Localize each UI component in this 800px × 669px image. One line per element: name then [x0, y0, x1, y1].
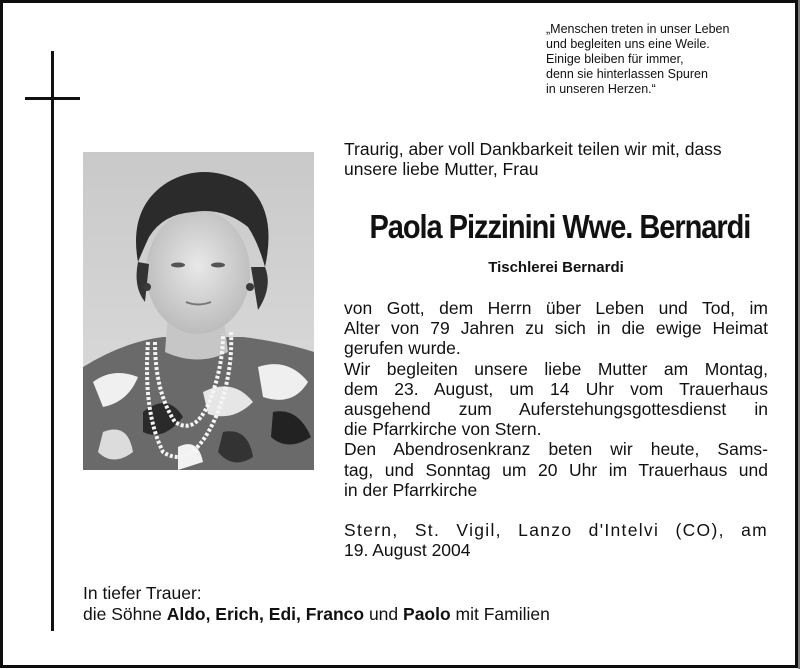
mourners-suffix: mit Familien: [450, 603, 550, 624]
date-line: 19. August 2004: [344, 540, 471, 561]
motto-quote: [546, 22, 729, 97]
portrait-photo: [83, 152, 314, 470]
motto-line: denn sie hinterlassen Spuren: [546, 67, 708, 81]
body-line: Wir begleiten unsere liebe Mutter am Montag,: [344, 358, 768, 379]
mourners-connector: und: [364, 603, 404, 624]
intro-line: Traurig, aber voll Dankbarkeit teilen wir mit, dass: [344, 139, 722, 159]
company-name: Tischlerei Bernardi: [488, 259, 624, 276]
motto-line: und begleiten uns eine Weile.: [546, 37, 710, 51]
body-line: Den Abendrosenkranz beten wir heute, Sams-: [344, 439, 768, 460]
cross-vertical-bar: [51, 51, 54, 631]
body-line: gerufen wurde.: [344, 338, 461, 359]
place-line: Stern, St. Vigil, Lanzo d'Intelvi (CO), am: [344, 520, 768, 540]
body-line: in der Pfarrkirche: [344, 479, 478, 500]
mourners-prefix: die Söhne: [83, 603, 167, 624]
intro-line: unsere liebe Mutter, Frau: [344, 159, 539, 179]
cross-horizontal-bar: [25, 97, 80, 100]
motto-line: in unseren Herzen.“: [546, 82, 656, 96]
mourners-names: Aldo, Erich, Edi, Franco: [166, 603, 365, 624]
portrait-illustration: [83, 152, 314, 470]
body-line: dem 23. August, um 14 Uhr vom Trauerhaus: [344, 378, 768, 399]
body-line: ausgehend zum Auferstehungsgottesdienst in: [344, 399, 768, 420]
intro-text: [344, 139, 722, 179]
mourners-heading: In tiefer Trauer:: [83, 583, 202, 603]
motto-line: „Menschen treten in unser Leben: [546, 22, 730, 36]
mourners-list: [83, 604, 550, 625]
mourners-name-last: Paolo: [403, 603, 451, 624]
mourners-block: [83, 583, 550, 624]
body-line: die Pfarrkirche von Stern.: [344, 419, 542, 440]
announcement-body: [344, 298, 768, 500]
place-and-date: [344, 520, 768, 560]
deceased-name: Paola Pizzinini Wwe. Bernardi: [369, 208, 751, 245]
motto-line: Einige bleiben für immer,: [546, 52, 684, 66]
body-line: tag, und Sonntag um 20 Uhr im Trauerhaus und: [344, 459, 768, 480]
body-line: Alter von 79 Jahren zu sich in die ewige Heimat: [344, 318, 768, 339]
body-line: von Gott, dem Herrn über Leben und Tod, im: [344, 298, 768, 318]
